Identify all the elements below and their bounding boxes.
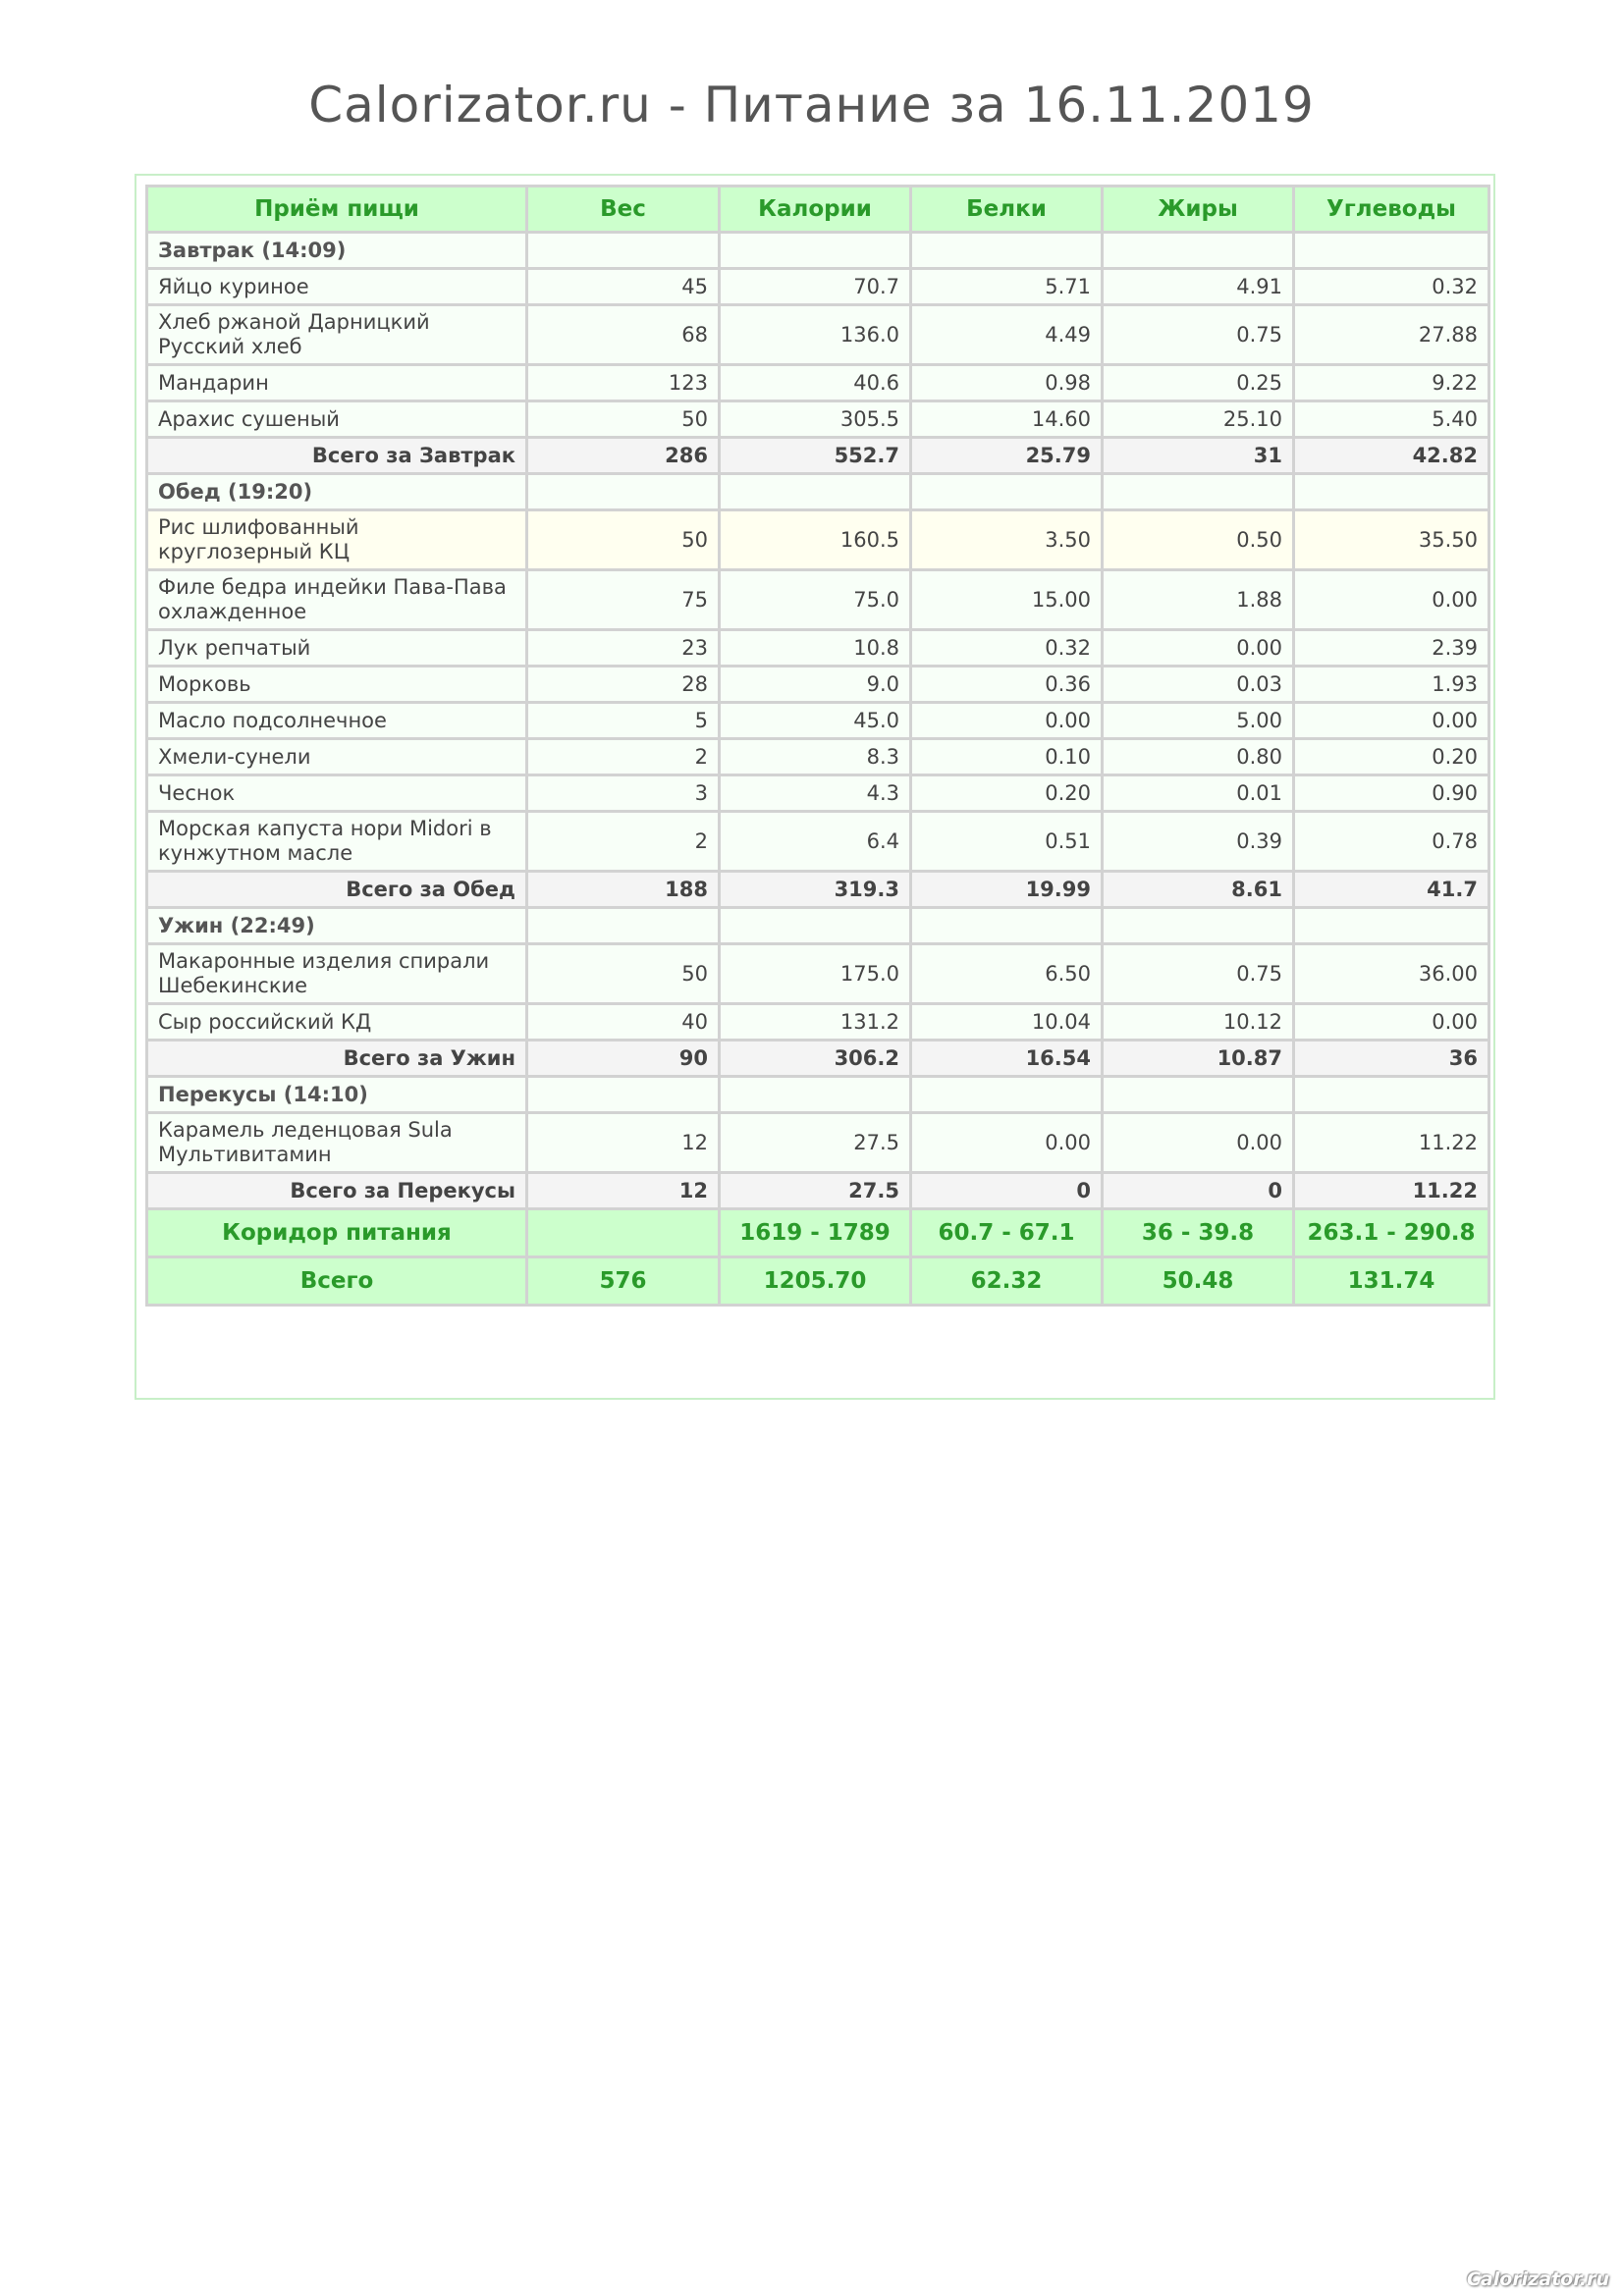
food-calories: 160.5	[720, 510, 911, 570]
food-weight: 5	[527, 703, 720, 739]
food-row	[147, 739, 1489, 775]
food-calories: 10.8	[720, 630, 911, 667]
food-carbs: 0.32	[1294, 269, 1489, 305]
food-protein: 0.32	[911, 630, 1103, 667]
food-carbs: 0.00	[1294, 1004, 1489, 1041]
food-fat: 1.88	[1103, 570, 1294, 630]
food-name: Рис шлифованный круглозерный КЦ	[147, 510, 527, 570]
food-protein: 0.51	[911, 812, 1103, 872]
nutrition-table	[145, 185, 1490, 1307]
meal-total-protein: 19.99	[911, 872, 1103, 908]
meal-total-carbs: 36	[1294, 1041, 1489, 1077]
food-carbs: 0.00	[1294, 703, 1489, 739]
food-protein: 14.60	[911, 401, 1103, 438]
food-weight: 50	[527, 401, 720, 438]
food-protein: 0.10	[911, 739, 1103, 775]
grand-total-protein: 62.32	[911, 1257, 1103, 1306]
meal-header: Завтрак (14:09)	[147, 233, 527, 269]
food-weight: 68	[527, 305, 720, 365]
food-protein: 0.20	[911, 775, 1103, 812]
food-row	[147, 667, 1489, 703]
food-protein: 3.50	[911, 510, 1103, 570]
food-fat: 4.91	[1103, 269, 1294, 305]
food-row	[147, 775, 1489, 812]
meal-header-row	[147, 908, 1489, 944]
food-name: Сыр российский КД	[147, 1004, 527, 1041]
meal-header: Перекусы (14:10)	[147, 1077, 527, 1113]
food-row	[147, 1113, 1489, 1173]
food-protein: 0.00	[911, 703, 1103, 739]
grand-total-label: Всего	[147, 1257, 527, 1306]
food-calories: 27.5	[720, 1113, 911, 1173]
food-fat: 10.12	[1103, 1004, 1294, 1041]
meal-total-weight: 188	[527, 872, 720, 908]
meal-total-weight: 286	[527, 438, 720, 474]
food-row	[147, 570, 1489, 630]
food-weight: 123	[527, 365, 720, 401]
meal-total-label: Всего за Перекусы	[147, 1173, 527, 1209]
food-carbs: 0.20	[1294, 739, 1489, 775]
meal-header: Ужин (22:49)	[147, 908, 527, 944]
food-fat: 0.00	[1103, 1113, 1294, 1173]
corridor-fat: 36 - 39.8	[1103, 1209, 1294, 1257]
food-name: Филе бедра индейки Пава-Пава охлажденное	[147, 570, 527, 630]
food-calories: 40.6	[720, 365, 911, 401]
food-weight: 28	[527, 667, 720, 703]
food-fat: 0.00	[1103, 630, 1294, 667]
meal-total-protein: 16.54	[911, 1041, 1103, 1077]
meal-header: Обед (19:20)	[147, 474, 527, 510]
corridor-protein: 60.7 - 67.1	[911, 1209, 1103, 1257]
food-weight: 45	[527, 269, 720, 305]
meal-header-row	[147, 1077, 1489, 1113]
table-header-row	[147, 187, 1489, 233]
food-weight: 75	[527, 570, 720, 630]
food-weight: 12	[527, 1113, 720, 1173]
column-header-fat: Жиры	[1103, 187, 1294, 233]
food-row	[147, 305, 1489, 365]
food-fat: 5.00	[1103, 703, 1294, 739]
food-weight: 3	[527, 775, 720, 812]
food-calories: 305.5	[720, 401, 911, 438]
food-name: Хлеб ржаной Дарницкий Русский хлеб	[147, 305, 527, 365]
meal-total-label: Всего за Завтрак	[147, 438, 527, 474]
food-weight: 50	[527, 510, 720, 570]
food-name: Хмели-сунели	[147, 739, 527, 775]
meal-total-carbs: 42.82	[1294, 438, 1489, 474]
food-carbs: 9.22	[1294, 365, 1489, 401]
meal-total-label: Всего за Ужин	[147, 1041, 527, 1077]
food-fat: 0.39	[1103, 812, 1294, 872]
meal-total-calories: 306.2	[720, 1041, 911, 1077]
food-row	[147, 269, 1489, 305]
food-carbs: 1.93	[1294, 667, 1489, 703]
food-fat: 0.03	[1103, 667, 1294, 703]
food-name: Мандарин	[147, 365, 527, 401]
food-protein: 4.49	[911, 305, 1103, 365]
food-row	[147, 1004, 1489, 1041]
food-fat: 0.25	[1103, 365, 1294, 401]
food-name: Морская капуста нори Midori в кунжутном масле	[147, 812, 527, 872]
meal-total-label: Всего за Обед	[147, 872, 527, 908]
food-weight: 23	[527, 630, 720, 667]
meal-total-fat: 8.61	[1103, 872, 1294, 908]
food-row	[147, 401, 1489, 438]
watermark-logo: Calorizator.ru	[1466, 2269, 1609, 2290]
meal-total-carbs: 11.22	[1294, 1173, 1489, 1209]
food-carbs: 2.39	[1294, 630, 1489, 667]
food-name: Морковь	[147, 667, 527, 703]
meal-total-protein: 0	[911, 1173, 1103, 1209]
food-fat: 0.75	[1103, 944, 1294, 1004]
food-carbs: 35.50	[1294, 510, 1489, 570]
meal-total-row	[147, 1173, 1489, 1209]
food-calories: 8.3	[720, 739, 911, 775]
meal-total-fat: 10.87	[1103, 1041, 1294, 1077]
food-protein: 15.00	[911, 570, 1103, 630]
grand-total-row	[147, 1257, 1489, 1306]
meal-total-weight: 12	[527, 1173, 720, 1209]
meal-total-carbs: 41.7	[1294, 872, 1489, 908]
food-protein: 6.50	[911, 944, 1103, 1004]
meal-header-row	[147, 474, 1489, 510]
meal-total-calories: 319.3	[720, 872, 911, 908]
column-header-weight: Вес	[527, 187, 720, 233]
food-name: Арахис сушеный	[147, 401, 527, 438]
grand-total-calories: 1205.70	[720, 1257, 911, 1306]
food-name: Лук репчатый	[147, 630, 527, 667]
food-carbs: 0.78	[1294, 812, 1489, 872]
food-carbs: 0.90	[1294, 775, 1489, 812]
meal-total-row	[147, 1041, 1489, 1077]
corridor-weight	[527, 1209, 720, 1257]
food-calories: 6.4	[720, 812, 911, 872]
food-row	[147, 944, 1489, 1004]
food-protein: 0.36	[911, 667, 1103, 703]
food-calories: 4.3	[720, 775, 911, 812]
food-weight: 2	[527, 812, 720, 872]
food-carbs: 0.00	[1294, 570, 1489, 630]
corridor-calories: 1619 - 1789	[720, 1209, 911, 1257]
column-header-meal: Приём пищи	[147, 187, 527, 233]
food-protein: 5.71	[911, 269, 1103, 305]
food-name: Чеснок	[147, 775, 527, 812]
food-calories: 136.0	[720, 305, 911, 365]
food-fat: 0.01	[1103, 775, 1294, 812]
food-calories: 75.0	[720, 570, 911, 630]
food-protein: 0.00	[911, 1113, 1103, 1173]
grand-total-fat: 50.48	[1103, 1257, 1294, 1306]
food-row	[147, 630, 1489, 667]
grand-total-carbs: 131.74	[1294, 1257, 1489, 1306]
food-weight: 2	[527, 739, 720, 775]
food-row	[147, 812, 1489, 872]
meal-total-protein: 25.79	[911, 438, 1103, 474]
meal-total-weight: 90	[527, 1041, 720, 1077]
food-name: Карамель леденцовая Sula Мультивитамин	[147, 1113, 527, 1173]
food-name: Макаронные изделия спирали Шебекинские	[147, 944, 527, 1004]
meal-total-row	[147, 872, 1489, 908]
grand-total-weight: 576	[527, 1257, 720, 1306]
food-protein: 0.98	[911, 365, 1103, 401]
meal-total-calories: 27.5	[720, 1173, 911, 1209]
food-fat: 0.50	[1103, 510, 1294, 570]
corridor-label: Коридор питания	[147, 1209, 527, 1257]
food-carbs: 27.88	[1294, 305, 1489, 365]
nutrition-corridor-row	[147, 1209, 1489, 1257]
food-carbs: 36.00	[1294, 944, 1489, 1004]
column-header-calories: Калории	[720, 187, 911, 233]
food-weight: 40	[527, 1004, 720, 1041]
page-title: Calorizator.ru - Питание за 16.11.2019	[308, 77, 1315, 133]
meal-total-calories: 552.7	[720, 438, 911, 474]
food-carbs: 5.40	[1294, 401, 1489, 438]
column-header-carbs: Углеводы	[1294, 187, 1489, 233]
meal-total-fat: 0	[1103, 1173, 1294, 1209]
meal-total-row	[147, 438, 1489, 474]
food-calories: 9.0	[720, 667, 911, 703]
food-name: Масло подсолнечное	[147, 703, 527, 739]
food-carbs: 11.22	[1294, 1113, 1489, 1173]
column-header-protein: Белки	[911, 187, 1103, 233]
food-fat: 25.10	[1103, 401, 1294, 438]
corridor-carbs: 263.1 - 290.8	[1294, 1209, 1489, 1257]
food-calories: 70.7	[720, 269, 911, 305]
food-name: Яйцо куриное	[147, 269, 527, 305]
food-row	[147, 365, 1489, 401]
food-fat: 0.75	[1103, 305, 1294, 365]
food-calories: 45.0	[720, 703, 911, 739]
meal-header-row	[147, 233, 1489, 269]
food-protein: 10.04	[911, 1004, 1103, 1041]
meal-total-fat: 31	[1103, 438, 1294, 474]
food-weight: 50	[527, 944, 720, 1004]
food-row	[147, 703, 1489, 739]
food-fat: 0.80	[1103, 739, 1294, 775]
food-row	[147, 510, 1489, 570]
food-calories: 131.2	[720, 1004, 911, 1041]
food-calories: 175.0	[720, 944, 911, 1004]
